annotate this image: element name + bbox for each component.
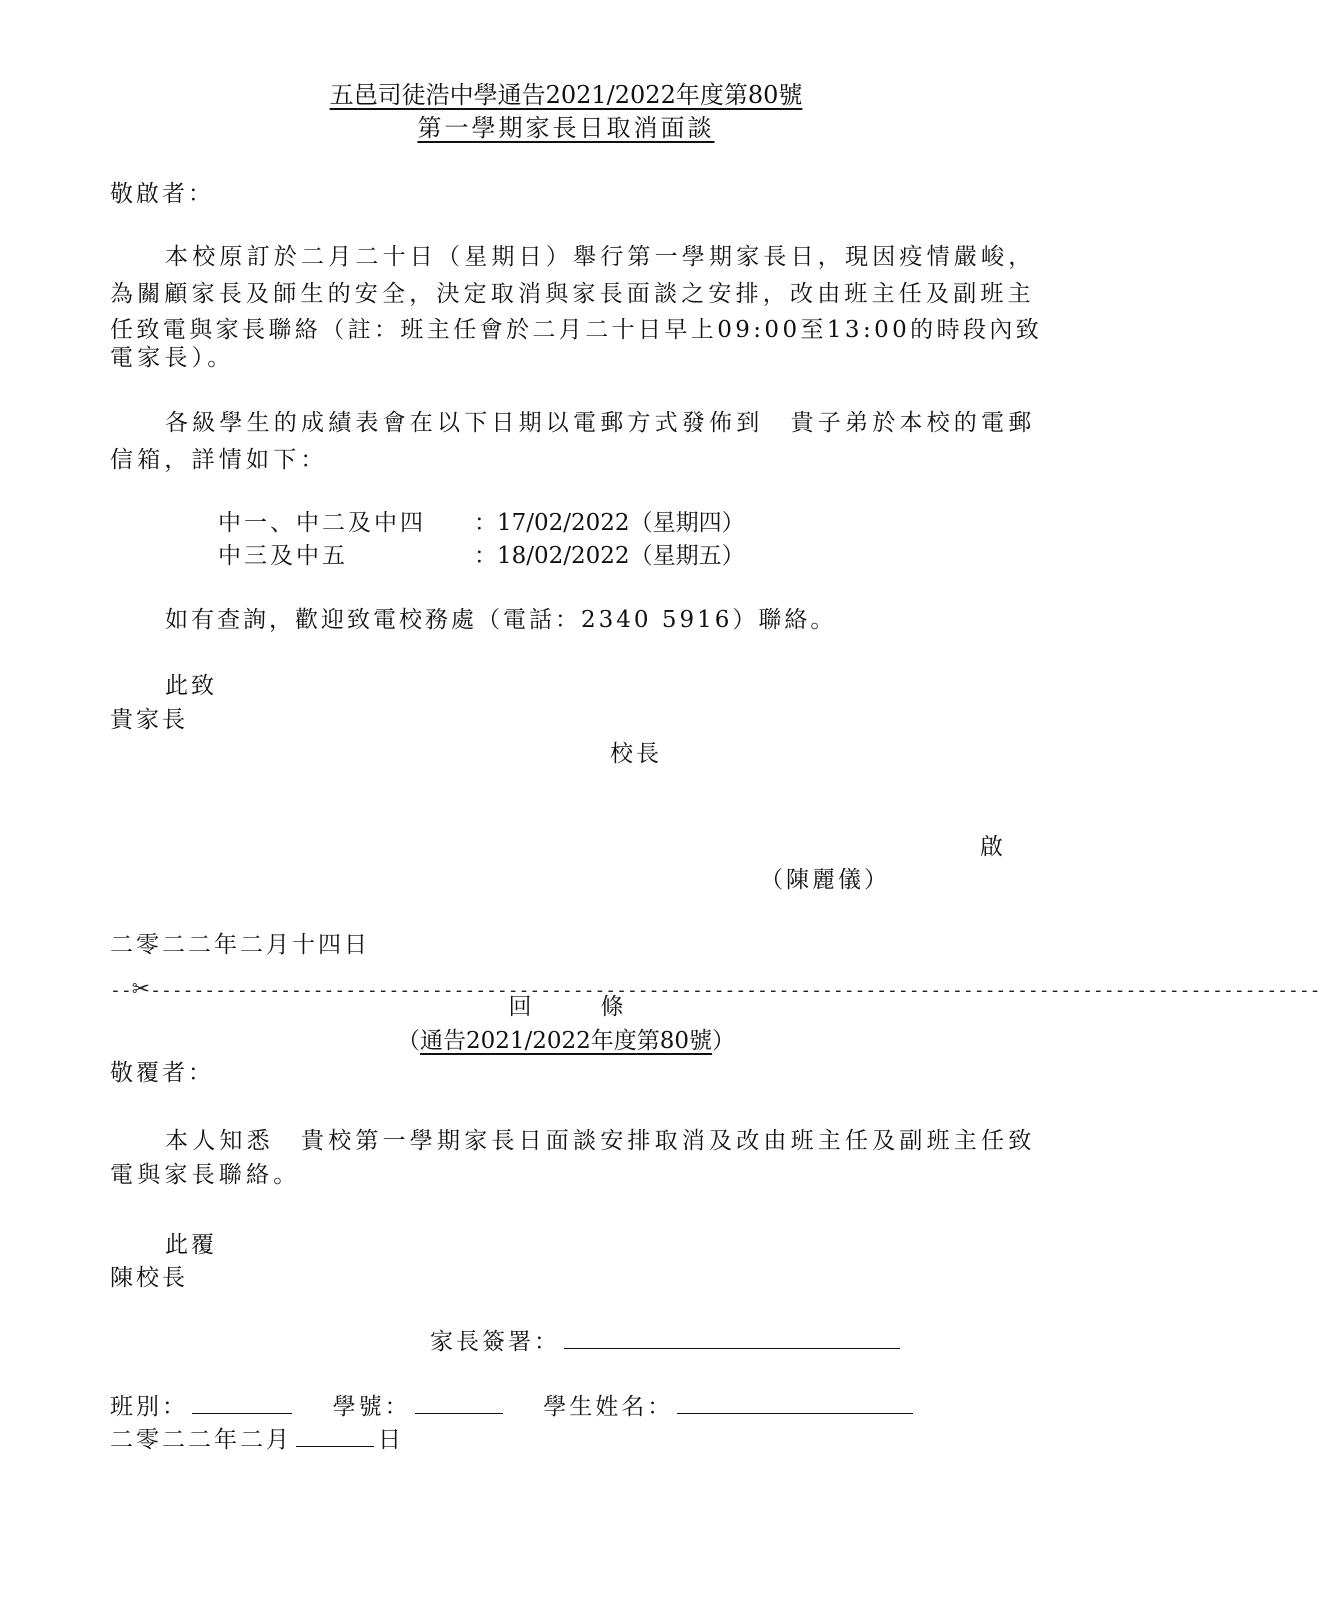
reply-body-line: 本人知悉 貴校第一學期家長日面談安排取消及改由班主任及副班主任致 [165,1128,1036,1154]
reply-day-field[interactable] [296,1424,374,1447]
reply-reference: （通告2021/2022年度第80號） [396,1028,736,1054]
scissors-icon: ✂ [131,977,151,1002]
student-no-label: 學號： [332,1394,411,1420]
salutation: 敬啟者： [110,181,214,207]
para1-line: 電家長）。 [110,345,235,371]
para2-line: 信箱，詳情如下： [110,447,328,473]
student-no-field[interactable] [415,1391,503,1414]
schedule-date: ：17/02/2022（星期四） [474,510,745,536]
signature-row [430,1326,904,1358]
schedule-date: ：18/02/2022（星期五） [474,543,745,569]
principal-title: 校長 [610,741,662,767]
student-name-label: 學生姓名： [543,1394,674,1420]
para1-line: 為關顧家長及師生的安全，決定取消與家長面談之安排，改由班主任及副班主 [110,281,1035,307]
reply-salutation: 敬覆者： [110,1060,214,1086]
para1-line: 本校原訂於二月二十日（星期日）舉行第一學期家長日，現因疫情嚴峻， [165,244,1036,270]
class-field[interactable] [192,1391,292,1414]
closing: 此致 [165,673,217,699]
student-name-field[interactable] [677,1391,913,1414]
class-label: 班別： [110,1394,188,1420]
enquiry-text: 如有查詢，歡迎致電校務處（電話：2340 5916）聯絡。 [165,607,837,633]
notice-title: 五邑司徒浩中學通告2021/2022年度第80號 [329,81,803,109]
notice-subtitle: 第一學期家長日取消面談 [417,114,715,142]
para2-line: 各級學生的成績表會在以下日期以電郵方式發佈到 貴子弟於本校的電郵 [165,410,1036,436]
addressee: 貴家長 [110,707,188,733]
reply-addressee: 陳校長 [110,1265,188,1291]
schedule-forms: 中三及中五 [218,543,348,569]
notice-date: 二零二二年二月十四日 [110,932,370,958]
student-info-row [110,1391,917,1423]
para1-line: 任致電與家長聯絡（註：班主任會於二月二十日早上09:00至13:00的時段內致 [110,317,1043,343]
reply-closing: 此覆 [165,1232,217,1258]
reply-body-line: 電與家長聯絡。 [110,1162,301,1188]
principal-name: （陳麗儀） [760,867,890,893]
reply-title: 回 條 [508,994,624,1020]
qi-character: 啟 [980,834,1003,860]
signature-field[interactable] [564,1326,900,1349]
schedule-forms: 中一、中二及中四 [218,510,426,536]
reply-date-row: 二零二二年二月 日 [110,1424,404,1456]
cut-line: --✂------------------------------------------------------------------------------------------------------------ [110,977,1321,1002]
signature-label: 家長簽署： [430,1329,560,1355]
